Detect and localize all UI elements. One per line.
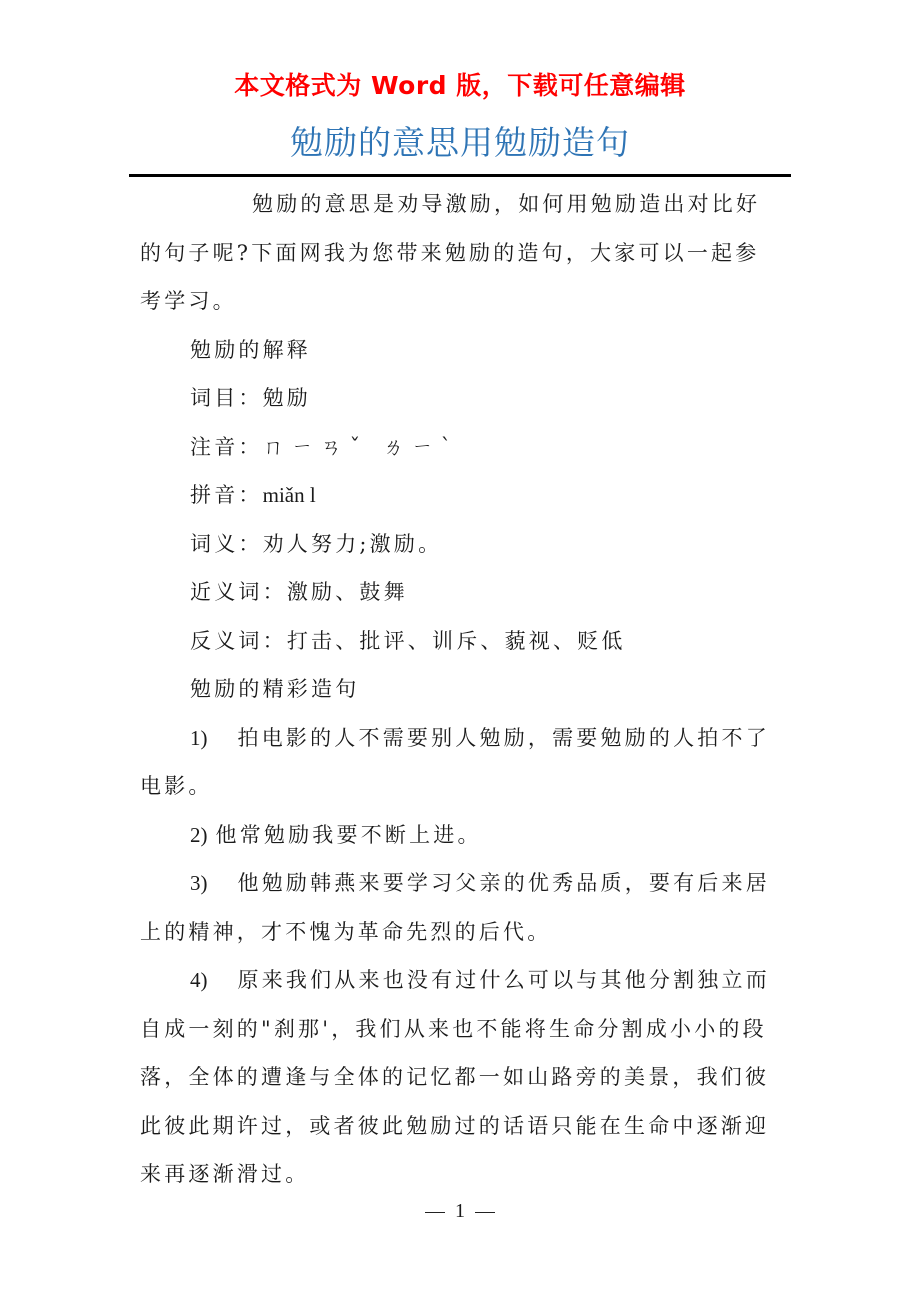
entry-value: 劝人努力;激励。 xyxy=(262,531,443,556)
entry-label: 注音： xyxy=(190,434,263,459)
sentence-item xyxy=(140,956,780,1199)
definition-entry-zhuyin xyxy=(140,423,780,472)
definition-entry-meaning xyxy=(140,520,780,569)
definition-entry-antonyms xyxy=(140,617,780,666)
entry-value: 勉励 xyxy=(262,386,312,410)
definition-entry-pinyin xyxy=(140,471,780,520)
entry-value: miǎn l xyxy=(262,483,316,507)
sentence-text: 拍电影的人不需要别人勉励，需要勉励的人拍不了电影。 xyxy=(140,725,770,798)
footer-dash-left xyxy=(425,1212,445,1213)
title-divider xyxy=(129,174,791,177)
document-title: 勉励的意思用勉励造句 xyxy=(290,123,630,162)
footer-dash-right xyxy=(475,1212,495,1213)
sentence-number: 3) xyxy=(190,871,208,895)
word-format-banner: 本文格式为 Word 版，下载可任意编辑 xyxy=(234,71,686,100)
entry-label: 词目： xyxy=(190,386,263,410)
entry-value: 激励、鼓舞 xyxy=(286,580,408,604)
page-number: 1 xyxy=(455,1200,465,1222)
entry-label: 拼音： xyxy=(190,483,263,507)
entry-label: 近义词： xyxy=(190,580,287,604)
entry-label: 词义： xyxy=(190,531,263,556)
definition-entry-word xyxy=(140,374,780,423)
sentences-heading: 勉励的精彩造句 xyxy=(190,677,360,701)
definition-heading: 勉励的解释 xyxy=(190,337,311,362)
sentence-text: 他勉励韩燕来要学习父亲的优秀品质，要有后来居上的精神，才不愧为革命先烈的后代。 xyxy=(140,871,770,944)
page-footer xyxy=(0,1196,920,1226)
sentence-item xyxy=(140,714,780,811)
sentence-text: 他常勉励我要不断上进。 xyxy=(215,822,482,847)
sentence-number: 1) xyxy=(190,725,208,750)
sentence-number: 2) xyxy=(190,822,208,847)
sentence-item xyxy=(140,811,780,860)
intro-paragraph: 勉励的意思是劝导激励，如何用勉励造出对比好的句子呢?下面网我为您带来勉励的造句，大家可以一起参考学习。 xyxy=(140,192,761,313)
sentence-text: 原来我们从来也没有过什么可以与其他分割独立而自成一刻的"刹那'，我们从来也不能将生命分割成小小的段落，全体的遭逢与全体的记忆都一如山路旁的美景，我们彼此彼此期许过，或者彼此勉励过的话语只能在生命中逐渐迎来再逐渐滑过。 xyxy=(140,968,770,1186)
entry-value: ㄇㄧㄢˇ ㄌㄧˋ xyxy=(262,434,460,459)
entry-value: 打击、批评、训斥、藐视、贬低 xyxy=(286,628,626,653)
entry-label: 反义词： xyxy=(190,628,287,653)
document-body xyxy=(140,180,780,1199)
sentence-item xyxy=(140,859,780,956)
definition-entry-synonyms xyxy=(140,568,780,617)
sentence-number: 4) xyxy=(190,968,208,992)
